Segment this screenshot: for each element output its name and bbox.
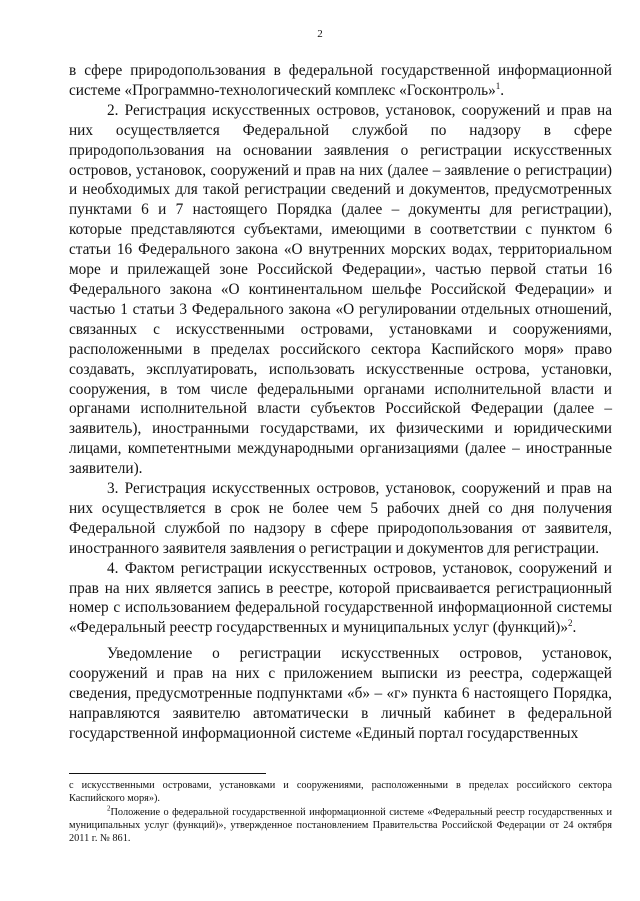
footnotes (69, 779, 612, 845)
footnote-ref: 1 (495, 80, 501, 91)
paragraph-notification: Уведомление о регистрации искусственных островов, установок, сооружений и прав на них с приложением выписки из реестра, содержащей сведения, предусмотренные подпунктами «б» – «г» пункта 6 настоящего Порядка, направляются заявителю автоматически в личный кабинет в федеральной государственной информационной системе «Единый портал государственных (69, 645, 612, 742)
paragraph-item-2: 2. Регистрация искусственных островов, установок, сооружений и прав на них осуществляется Федеральной службой по надзору в сфере природопользования на основании заявления о регистрации искусственных островов, установок, сооружений и прав на них (далее – заявление о регистрации) и необходимых для такой регистрации сведений и документов, предусмотренных пунктами 6 и 7 настоящего Порядка (далее – документы для регистрации), которые представляются субъектами, имеющими в соответствии с пунктом 6 статьи 16 Федерального закона «О внутренних морских водах, территориальном море и прилежащей зоне Российской Федерации», частью первой статьи 16 Федерального закона «О континентальном шельфе Российской Федерации» и частью 1 статьи 3 Федерального закона «О регулировании отдельных отношений, связанных с искусственными островами, установками и сооружениями, расположенными в пределах российского сектора Каспийского моря» право создавать, эксплуатировать, использовать искусственные острова, установки, сооружения, в том числе федеральными органами исполнительной власти и органами исполнительной власти субъектов Российской Федерации (далее – заявитель), иностранными государствами, их физическими и юридическими лицами, компетентными международными организациями (далее – иностранные заявители). (69, 101, 612, 478)
page-number: 2 (317, 28, 323, 40)
paragraph-item-3: 3. Регистрация искусственных островов, установок, сооружений и прав на них осуществляется в срок не более чем 5 рабочих дней со дня получения Федеральной службой по надзору в сфере природопользования от заявителя, иностранного заявителя заявления о регистрации и документов для регистрации. (69, 480, 612, 557)
footnote-item (69, 806, 612, 846)
footnote-ref: 2 (567, 618, 573, 629)
paragraph-end: . (572, 619, 577, 637)
paragraph-text: 4. Фактом регистрации искусственных островов, установок, сооружений и прав на них является запись в реестре, которой присваивается регистрационный номер с использованием федеральной государственной информационной системы «Федеральный реестр государственных и муниципальных услуг (функций)» (69, 559, 612, 637)
footnote-marker: 2 (107, 804, 111, 813)
paragraph-item-4 (69, 559, 612, 639)
paragraph-end: . (500, 81, 505, 99)
paragraph-continuation (69, 61, 612, 101)
footnote-text: Положение о федеральной государственной информационной системе «Федеральный реестр государственных и муниципальных услуг (функций)», утвержденное постановлением Правительства Российской Федерации от 24 октября 2011 г. № 861. (69, 806, 612, 845)
paragraph-text: в сфере природопользования в федеральной государственной информационной системе «Программно-технологический комплекс «Госконтроль» (69, 62, 612, 99)
footnote-divider (69, 773, 266, 774)
document-body (69, 61, 612, 744)
footnote-continuation: с искусственными островами, установками и сооружениями, расположенными в пределах российского сектора Каспийского моря»). (69, 780, 612, 805)
